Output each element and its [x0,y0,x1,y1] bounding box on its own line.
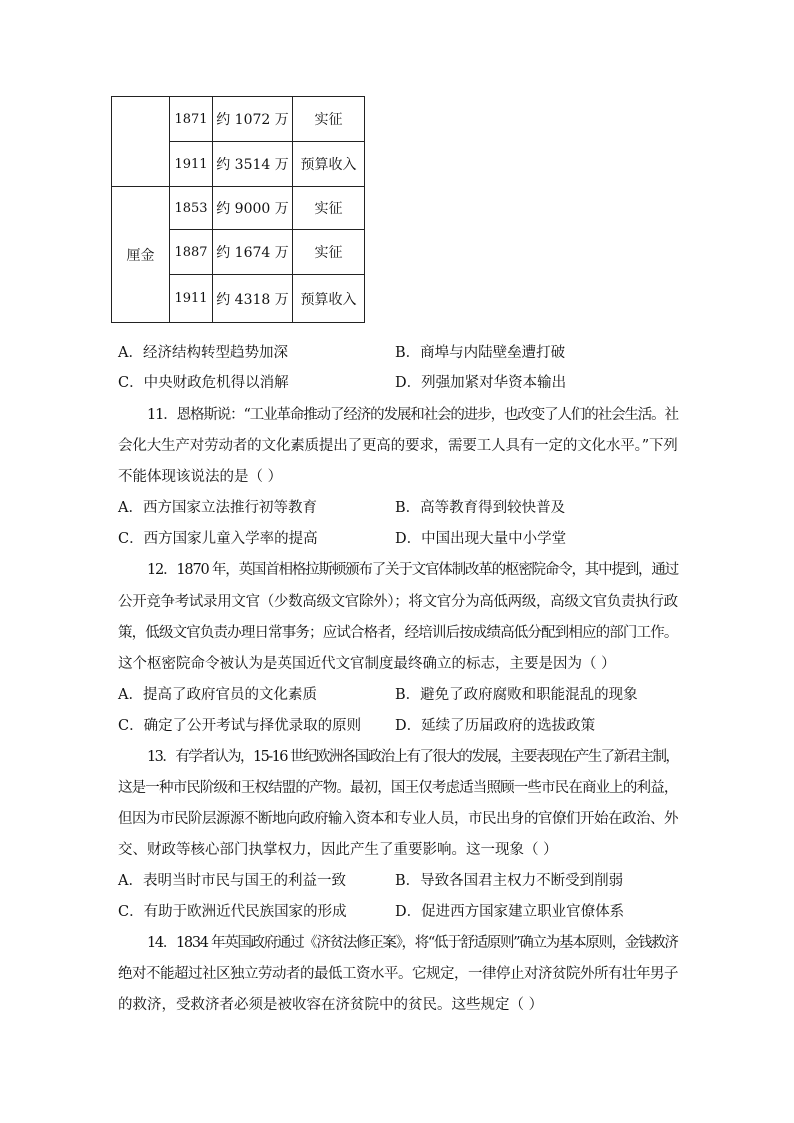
q12-stem-line-4: 这个枢密院命令被认为是英国近代文官制度最终确立的标志，主要是因为（ ） [118,656,616,672]
q13-option-b[interactable]: B．导致各国君主权力不断受到削弱 [395,873,624,889]
year-cell: 1871 [170,97,213,142]
category-cell-empty [112,97,170,187]
type-cell: 实征 [293,97,365,142]
q13-option-d[interactable]: D．促进西方国家建立职业官僚体系 [395,904,625,920]
q12-stem-line-2: 公开竞争考试录用文官（少数高级文官除外）；将文官分为高低两级，高级文官负责执行政 [118,594,678,610]
q12-stem-line-3: 策，低级文官负责办理日常事务；应试合格者，经培训后按成绩高低分配到相应的部门工作。 [118,625,678,641]
type-cell: 实征 [293,230,365,275]
amount-cell: 约 3514 万 [213,142,293,187]
revenue-table [111,96,365,323]
q13-option-a[interactable]: A．表明当时市民与国王的利益一致 [118,873,346,889]
q13-stem-line-2: 这是一种市民阶级和王权结盟的产物。最初，国王仅考虑适当照顾一些市民在商业上的利益， [118,780,678,796]
year-cell: 1911 [170,142,213,187]
amount-cell: 约 1674 万 [213,230,293,275]
q14-stem-line-1: 14．1834 年英国政府通过《济贫法修正案》，将“低于舒适原则”确立为基本原则，金钱救济 [147,935,678,951]
q10-option-a[interactable]: A．经济结构转型趋势加深 [118,345,288,361]
category-cell-lijin: 厘金 [112,187,170,323]
year-cell: 1911 [170,275,213,323]
q12-option-d[interactable]: D．延续了历届政府的选拔政策 [395,718,596,734]
year-cell: 1887 [170,230,213,275]
q14-stem-line-3: 的救济，受救济者必须是被收容在济贫院中的贫民。这些规定（ ） [118,997,544,1013]
type-cell: 预算收入 [293,142,365,187]
q10-option-c[interactable]: C．中央财政危机得以消解 [118,375,289,391]
q10-option-b[interactable]: B．商埠与内陆壁垒遭打破 [395,345,566,361]
table-row [112,187,365,230]
q14-stem-line-2: 绝对不能超过社区独立劳动者的最低工资水平。它规定，一律停止对济贫院外所有壮年男子 [118,966,678,982]
q13-stem-line-1: 13．有学者认为，15-16 世纪欧洲各国政治上有了很大的发展，主要表现在产生了新君主制， [147,749,679,765]
type-cell: 实征 [293,187,365,230]
q11-stem-line-1: 11．恩格斯说：“工业革命推动了经济的发展和社会的进步，也改变了人们的社会生活。社 [147,407,678,423]
q13-option-c[interactable]: C．有助于欧洲近代民族国家的形成 [118,904,347,920]
q12-option-a[interactable]: A．提高了政府官员的文化素质 [118,687,317,703]
type-cell: 预算收入 [293,275,365,323]
q12-option-c[interactable]: C．确定了公开考试与择优录取的原则 [118,718,362,734]
amount-cell: 约 9000 万 [213,187,293,230]
table-row [112,97,365,142]
q12-stem-line-1: 12．1870 年，英国首相格拉斯顿颁布了关于文官体制改革的枢密院命令，其中提到，通过 [147,562,678,578]
q13-stem-line-3: 但因为市民阶层源源不断地向政府输入资本和专业人员，市民出身的官僚们开始在政治、外 [118,811,678,827]
q11-option-d[interactable]: D．中国出现大量中小学堂 [395,531,567,547]
q11-option-b[interactable]: B．高等教育得到较快普及 [395,500,566,516]
q11-option-c[interactable]: C．西方国家儿童入学率的提高 [118,531,318,547]
q12-option-b[interactable]: B．避免了政府腐败和职能混乱的现象 [395,687,638,703]
q11-option-a[interactable]: A．西方国家立法推行初等教育 [118,500,317,516]
q11-stem-line-2: 会化大生产对劳动者的文化素质提出了更高的要求，需要工人具有一定的文化水平。”下列 [118,438,678,454]
amount-cell: 约 1072 万 [213,97,293,142]
q13-stem-line-4: 交、财政等核心部门执掌权力，因此产生了重要影响。这一现象（ ） [118,842,558,858]
amount-cell: 约 4318 万 [213,275,293,323]
q10-option-d[interactable]: D．列强加紧对华资本输出 [395,375,567,391]
year-cell: 1853 [170,187,213,230]
q11-stem-line-3: 不能体现该说法的是（ ） [118,469,283,485]
